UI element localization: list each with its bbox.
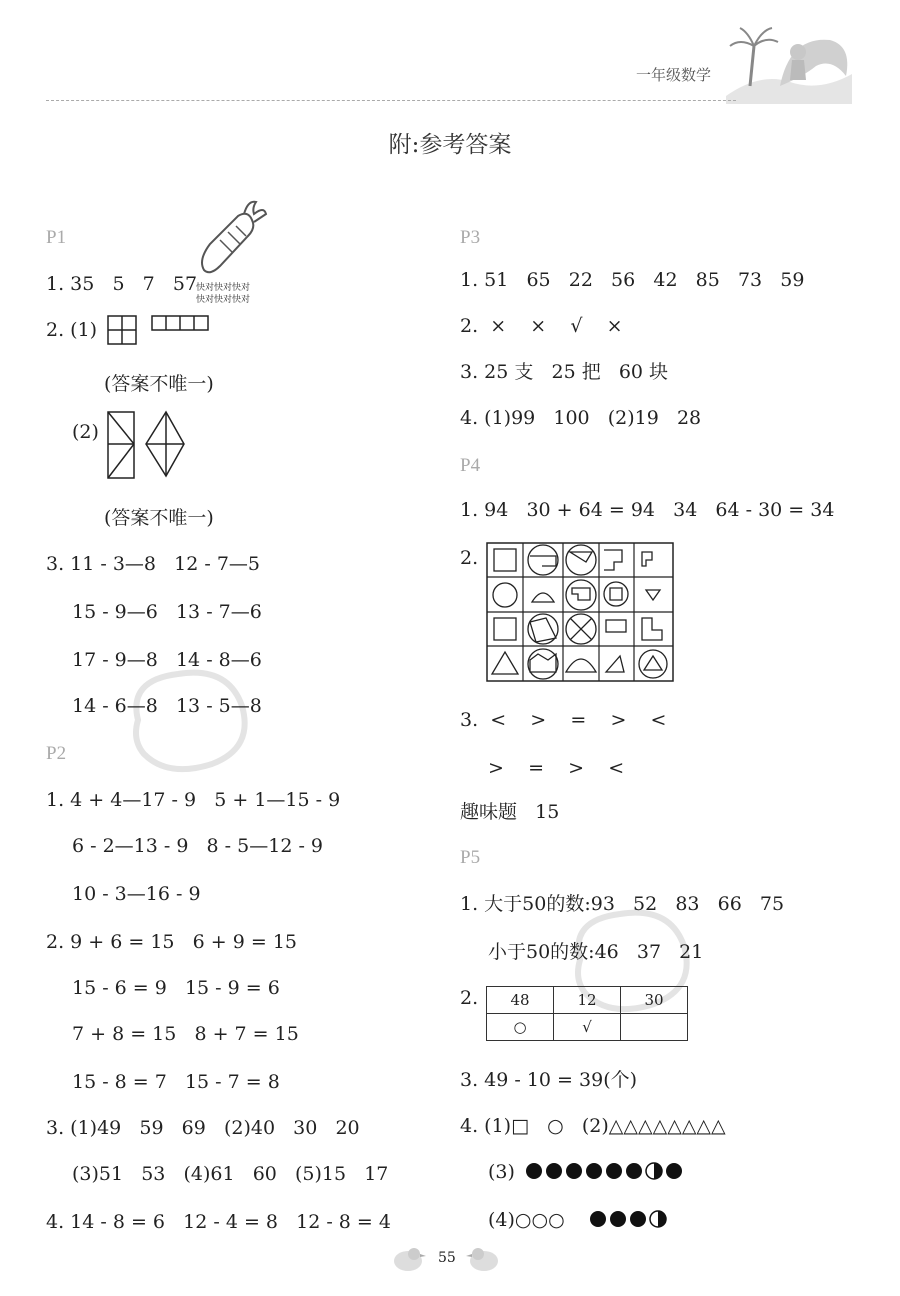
section-p5: P5 bbox=[460, 847, 481, 868]
answer-line: 2. bbox=[460, 547, 479, 569]
answer-line: 14 - 6—8 13 - 5—8 bbox=[72, 695, 262, 717]
answer-line: (4)○○○ bbox=[488, 1209, 565, 1231]
page-number: 55 bbox=[438, 1250, 456, 1266]
answer-line: 2. (1) bbox=[46, 319, 98, 341]
answer-line: 4. 14 - 8 = 6 12 - 4 = 8 12 - 8 = 4 bbox=[46, 1211, 391, 1233]
answer-line: (3)51 53 (4)61 60 (5)15 17 bbox=[72, 1163, 389, 1185]
grade-label: 一年级数学 bbox=[636, 66, 712, 84]
answer-line: 2. bbox=[460, 987, 479, 1009]
answer-line: 1. 4 + 4—17 - 9 5 + 1—15 - 9 bbox=[46, 789, 341, 811]
circles-row-3 bbox=[524, 1160, 684, 1182]
section-p2: P2 bbox=[46, 743, 67, 764]
table-cell bbox=[621, 1014, 688, 1041]
table-cell: 12 bbox=[554, 987, 621, 1014]
header-divider bbox=[46, 100, 736, 101]
answer-line: 6 - 2—13 - 9 8 - 5—12 - 9 bbox=[72, 835, 323, 857]
answer-line: 17 - 9—8 14 - 8—6 bbox=[72, 649, 262, 671]
table-cell: √ bbox=[554, 1014, 621, 1041]
answer-line: (3) bbox=[488, 1161, 515, 1183]
answer-line: 2. 9 + 6 = 15 6 + 9 = 15 bbox=[46, 931, 297, 953]
answer-line: 2. × × √ × bbox=[460, 315, 623, 337]
answer-note: (答案不唯一) bbox=[104, 373, 214, 395]
answer-line: 1. 51 65 22 56 42 85 73 59 bbox=[460, 269, 805, 291]
answer-line: 4. (1)99 100 (2)19 28 bbox=[460, 407, 702, 429]
table-cell: 48 bbox=[487, 987, 554, 1014]
answer-line: 15 - 6 = 9 15 - 9 = 6 bbox=[72, 977, 280, 999]
table-cell: 30 bbox=[621, 987, 688, 1014]
answer-line: 3. (1)49 59 69 (2)40 30 20 bbox=[46, 1117, 360, 1139]
answer-line: 7 + 8 = 15 8 + 7 = 15 bbox=[72, 1023, 299, 1045]
answer-note: (答案不唯一) bbox=[104, 507, 214, 529]
p5-table bbox=[486, 986, 688, 1041]
answer-line: (2) bbox=[72, 421, 99, 443]
answer-line: 3. < > = > < bbox=[460, 709, 667, 731]
p1-triangles-figure bbox=[106, 410, 186, 482]
answer-line: 1. 94 30 + 64 = 94 34 64 - 30 = 34 bbox=[460, 499, 835, 521]
answer-line: 3. 49 - 10 = 39(个) bbox=[460, 1069, 638, 1091]
answer-line: 15 - 9—6 13 - 7—6 bbox=[72, 601, 262, 623]
bird-right-icon bbox=[464, 1244, 504, 1274]
section-p1: P1 bbox=[46, 227, 67, 248]
table-cell: ○ bbox=[487, 1014, 554, 1041]
answer-line: 1. 35 5 7 57 bbox=[46, 273, 198, 295]
section-p4: P4 bbox=[460, 455, 481, 476]
answer-line: 小于50的数:46 37 21 bbox=[488, 941, 704, 963]
stamp-watermark-icon bbox=[118, 660, 258, 780]
page-title: 附:参考答案 bbox=[388, 132, 512, 158]
carrot-watermark-icon bbox=[190, 196, 270, 282]
answer-line: > = > < bbox=[488, 757, 625, 779]
answer-line: 趣味题 15 bbox=[460, 801, 560, 823]
answer-line: 15 - 8 = 7 15 - 7 = 8 bbox=[72, 1071, 280, 1093]
answer-line: 3. 11 - 3—8 12 - 7—5 bbox=[46, 553, 260, 575]
answer-line: 10 - 3—16 - 9 bbox=[72, 883, 201, 905]
answer-line: 1. 大于50的数:93 52 83 66 75 bbox=[460, 893, 785, 915]
p1-squares-figure bbox=[106, 314, 212, 346]
watermark-text: 快对快对快对 快对快对快对 bbox=[196, 283, 251, 305]
circles-row-4 bbox=[588, 1208, 678, 1230]
p4-shapes-grid bbox=[486, 542, 674, 684]
header-illustration bbox=[720, 16, 860, 106]
answer-line: 4. (1)□ ○ (2)△△△△△△△△ bbox=[460, 1115, 726, 1137]
bird-left-icon bbox=[388, 1244, 428, 1274]
answer-line: 3. 25 支 25 把 60 块 bbox=[460, 361, 669, 383]
section-p3: P3 bbox=[460, 227, 481, 248]
